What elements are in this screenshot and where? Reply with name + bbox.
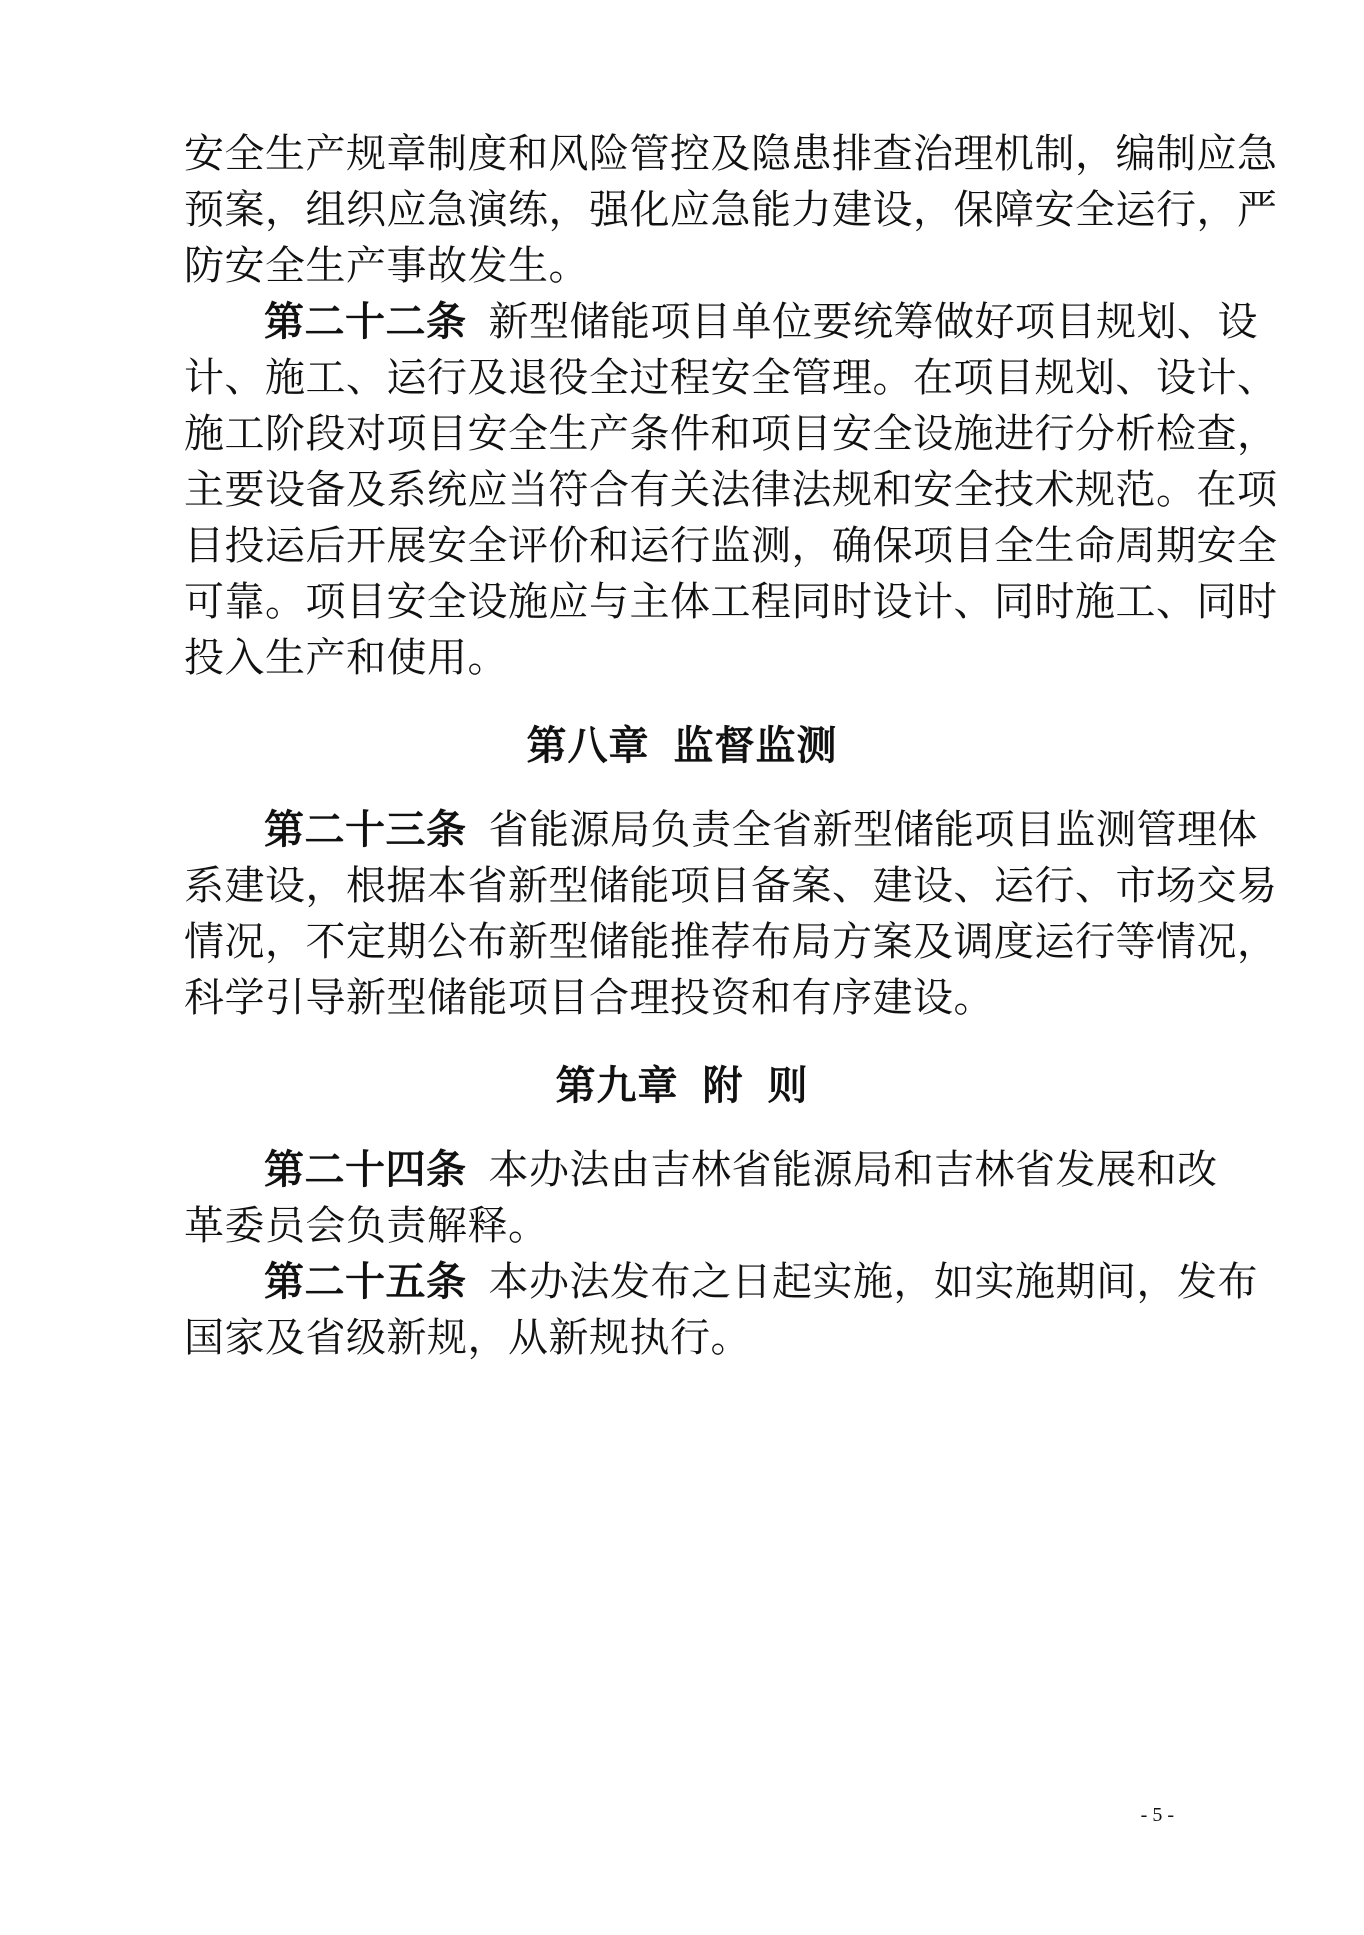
- chapter-8-number: 第八章: [526, 722, 650, 769]
- paragraph-line: 科学引导新型储能项目合理投资和有序建设。: [184, 975, 994, 1021]
- paragraph-line: 施工阶段对项目安全生产条件和项目安全设施进行分析检查，: [184, 411, 1278, 457]
- article-24-first-line: [264, 1146, 1218, 1194]
- article-22-label: 第二十二条: [264, 298, 467, 345]
- chapter-8-title: 监督监测: [673, 722, 838, 769]
- paragraph-line: 防安全生产事故发生。: [184, 243, 589, 289]
- article-24-text: 本办法由吉林省能源局和吉林省发展和改: [488, 1147, 1218, 1193]
- article-23-first-line: [264, 806, 1258, 854]
- chapter-9-title-part: 附: [702, 1062, 744, 1109]
- article-23-label: 第二十三条: [264, 806, 467, 853]
- chapter-8-heading: [0, 722, 1364, 770]
- chapter-9-number: 第九章: [555, 1062, 679, 1109]
- paragraph-line: 安全生产规章制度和风险管控及隐患排查治理机制，编制应急: [184, 131, 1278, 177]
- article-25-text: 本办法发布之日起实施，如实施期间，发布: [488, 1259, 1258, 1305]
- article-22-text: 新型储能项目单位要统筹做好项目规划、设: [488, 299, 1258, 345]
- chapter-9-heading: [0, 1062, 1364, 1110]
- article-25-first-line: [264, 1258, 1258, 1306]
- paragraph-line: 国家及省级新规，从新规执行。: [184, 1315, 751, 1361]
- page-number: - 5 -: [1140, 1804, 1174, 1826]
- article-25-label: 第二十五条: [264, 1258, 467, 1305]
- paragraph-line: 目投运后开展安全评价和运行监测，确保项目全生命周期安全: [184, 523, 1278, 569]
- paragraph-line: 主要设备及系统应当符合有关法律法规和安全技术规范。在项: [184, 467, 1278, 513]
- paragraph-line: 革委员会负责解释。: [184, 1203, 549, 1249]
- paragraph-line: 情况，不定期公布新型储能推荐布局方案及调度运行等情况，: [184, 919, 1278, 965]
- paragraph-line: 计、施工、运行及退役全过程安全管理。在项目规划、设计、: [184, 355, 1278, 401]
- paragraph-line: 预案，组织应急演练，强化应急能力建设，保障安全运行，严: [184, 187, 1278, 233]
- article-23-text: 省能源局负责全省新型储能项目监测管理体: [488, 807, 1258, 853]
- paragraph-line: 系建设，根据本省新型储能项目备案、建设、运行、市场交易: [184, 863, 1278, 909]
- article-22-first-line: [264, 298, 1258, 346]
- paragraph-line: 可靠。项目安全设施应与主体工程同时设计、同时施工、同时: [184, 579, 1278, 625]
- paragraph-line: 投入生产和使用。: [184, 635, 508, 681]
- article-24-label: 第二十四条: [264, 1146, 467, 1193]
- chapter-9-title-part: 则: [767, 1062, 809, 1109]
